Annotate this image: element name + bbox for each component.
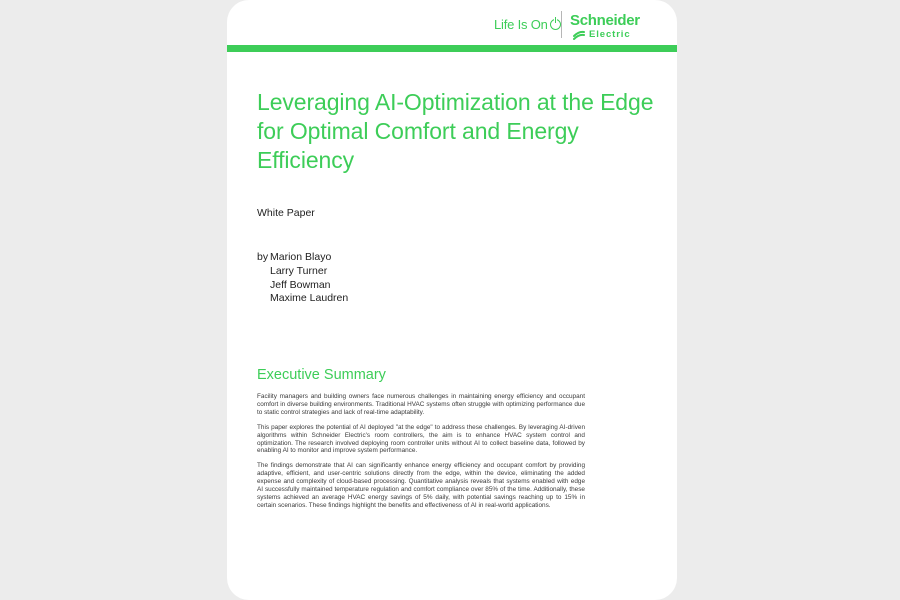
header-divider	[561, 11, 562, 38]
author-name: Marion Blayo	[270, 251, 332, 263]
author-row	[257, 265, 348, 279]
brand-sub: Electric	[589, 29, 631, 40]
author-list	[257, 251, 348, 306]
author-row	[257, 279, 348, 293]
executive-summary-body	[257, 393, 585, 517]
page-header	[227, 0, 677, 46]
summary-paragraph: This paper explores the potential of AI deployed "at the edge" to address these challenges. By leveraging AI-driven algorithms within Schneider Electric's room controllers, the aim is to enhance HVAC system control and optimization. The research involved deploying room controller units without AI to collect baseline data, followed by enabling AI to monitor and improve system performance.	[257, 423, 585, 455]
brand-logo	[570, 12, 660, 42]
brand-name: Schneider	[570, 12, 640, 29]
summary-paragraph: Facility managers and building owners face numerous challenges in maintaining energy efficiency and occupant comfort in diverse building environments. Traditional HVAC systems often struggle with optimizing performance due to static control strategies and lack of real-time adaptability.	[257, 393, 585, 416]
author-name: Maxime Laudren	[270, 292, 349, 305]
by-label: by	[257, 251, 269, 263]
author-row	[257, 251, 348, 265]
page-title: Leveraging AI-Optimization at the Edge for Optimal Comfort and Energy Efficiency	[257, 89, 654, 173]
tagline	[494, 17, 561, 32]
brand-mark-icon	[572, 28, 586, 40]
power-icon	[550, 19, 561, 30]
header-accent-bar	[227, 45, 677, 52]
tagline-text: Life Is On	[494, 17, 548, 32]
author-name: Larry Turner	[270, 264, 328, 277]
author-name: Jeff Bowman	[270, 278, 331, 291]
document-type: White Paper	[257, 207, 315, 219]
author-row	[257, 292, 348, 306]
document-page	[227, 0, 677, 600]
summary-paragraph: The findings demonstrate that AI can significantly enhance energy efficiency and occupant comfort by providing adaptive, efficient, and user-centric solutions directly from the edge, within the device, eliminating the added expense and complexity of cloud-based processing. Quantitative analysis reveals that systems enabled with edge AI successfully maintained temperature regulation and comfort compliance over 85% of the time. Additionally, these systems achieved an average HVAC energy savings of 5% daily, with potential savings reaching up to 15% in certain scenarios. These findings highlight the benefits and effectiveness of AI in real-world applications.	[257, 462, 585, 509]
executive-summary-heading: Executive Summary	[257, 367, 386, 383]
